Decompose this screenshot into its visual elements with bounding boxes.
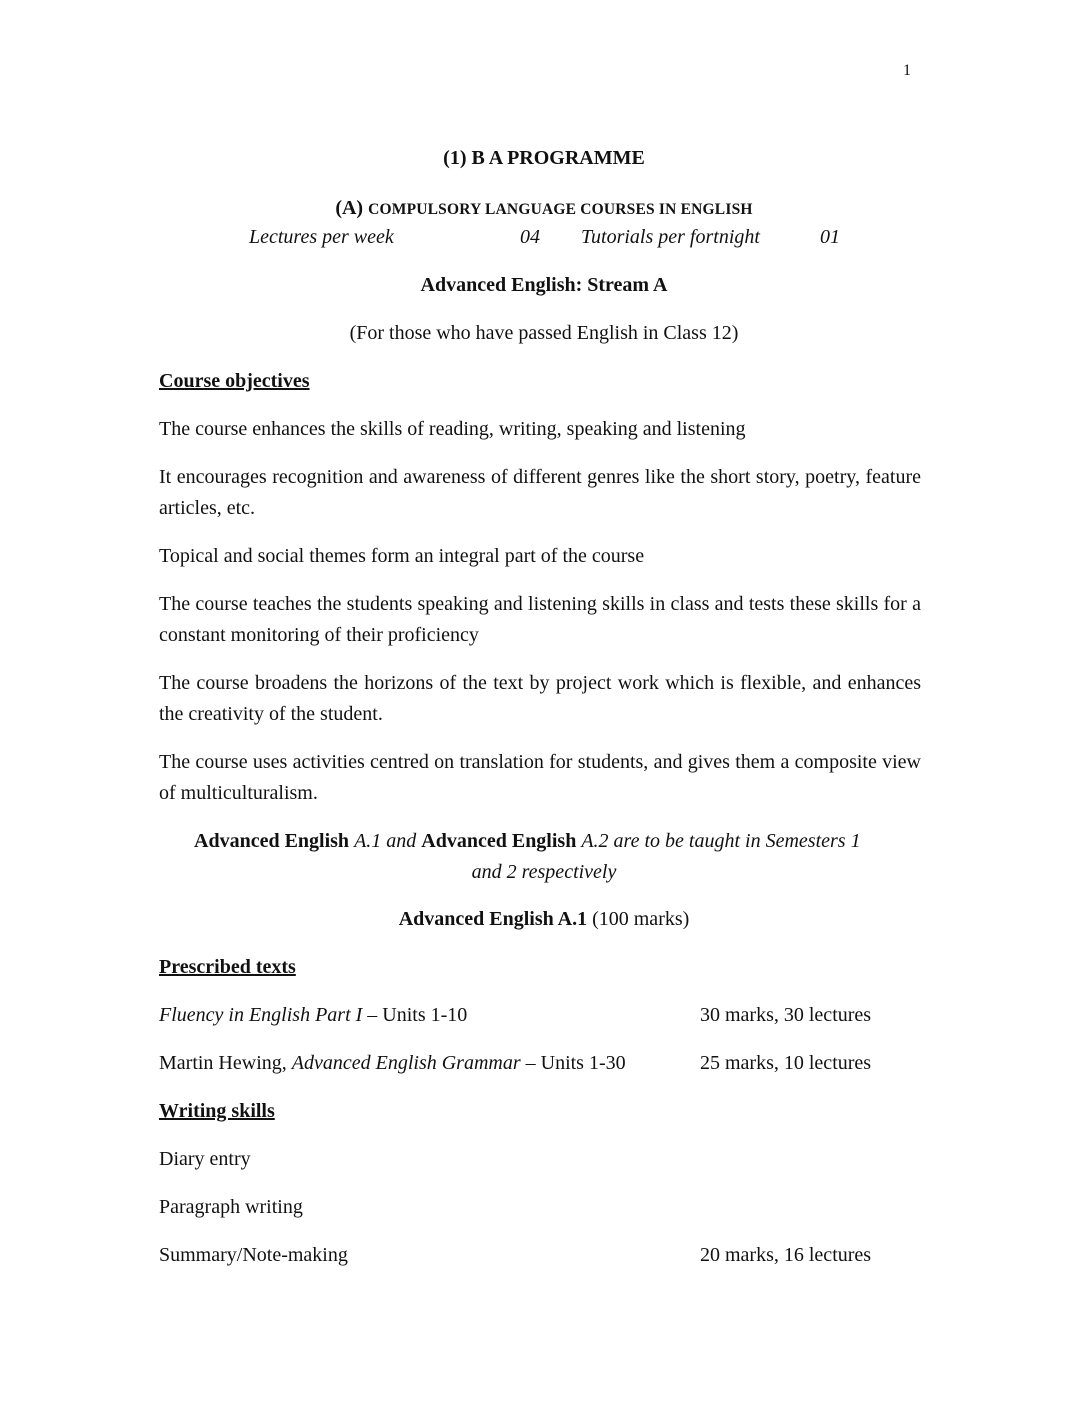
stream-title: Advanced English: Stream A bbox=[420, 274, 668, 296]
text-author: Martin Hewing, bbox=[159, 1052, 292, 1074]
lectures-value: 04 bbox=[520, 226, 540, 248]
objectives-title: Course objectives bbox=[159, 370, 310, 392]
text-book-title: Fluency in English Part I bbox=[159, 1004, 363, 1026]
text-allocation: 25 marks, 10 lectures bbox=[700, 1052, 872, 1074]
objective-paragraph: The course enhances the skills of reading, writing, speaking and listening bbox=[159, 418, 746, 440]
writing-item: Paragraph writing bbox=[159, 1196, 303, 1218]
semester-note-course-a1: Advanced English bbox=[194, 830, 350, 852]
text-units: – Units 1-10 bbox=[362, 1004, 468, 1026]
tutorials-label: Tutorials per fortnight bbox=[581, 226, 760, 248]
objective-paragraph: The course uses activities centred on translation for students, and gives them a composite view of multiculturalism. bbox=[159, 751, 921, 804]
section-heading bbox=[0, 197, 1088, 220]
semester-note-a2-text: A.2 are to be taught in Semesters 1 bbox=[581, 830, 861, 852]
objective-paragraph: It encourages recognition and awareness of different genres like the short story, poetry, feature articles, etc. bbox=[159, 466, 921, 519]
text-book-title: Advanced English Grammar bbox=[291, 1052, 521, 1074]
objective-paragraph: The course teaches the students speaking and listening skills in class and tests these skills for a constant monitoring of their proficiency bbox=[159, 593, 921, 646]
objective-paragraph: Topical and social themes form an integral part of the course bbox=[159, 545, 645, 567]
prescribed-text-row bbox=[159, 1052, 626, 1075]
course-a1-marks: (100 marks) bbox=[592, 908, 690, 930]
course-a1-heading bbox=[0, 908, 1088, 931]
writing-allocation: 20 marks, 16 lectures bbox=[700, 1244, 872, 1266]
section-prefix: (A) bbox=[335, 197, 364, 219]
semester-note-course-a2: Advanced English bbox=[421, 830, 577, 852]
text-units: – Units 1-30 bbox=[520, 1052, 626, 1074]
section-title: COMPULSORY LANGUAGE COURSES IN ENGLISH bbox=[368, 201, 753, 218]
page-number: 1 bbox=[903, 62, 911, 79]
semester-note-line1 bbox=[194, 830, 861, 853]
tutorials-value: 01 bbox=[820, 226, 840, 248]
semester-note-line2: and 2 respectively bbox=[471, 861, 617, 883]
objective-paragraph: The course broadens the horizons of the text by project work which is flexible, and enhances the creativity of the student. bbox=[159, 672, 921, 725]
eligibility-note: (For those who have passed English in Class 12) bbox=[349, 322, 739, 344]
text-allocation: 30 marks, 30 lectures bbox=[700, 1004, 872, 1026]
programme-heading: (1) B A PROGRAMME bbox=[443, 147, 645, 169]
writing-title: Writing skills bbox=[159, 1100, 275, 1122]
writing-item: Summary/Note-making bbox=[159, 1244, 348, 1266]
prescribed-text-row bbox=[159, 1004, 467, 1027]
semester-note-a1-and: A.1 and bbox=[354, 830, 417, 852]
prescribed-title: Prescribed texts bbox=[159, 956, 296, 978]
lectures-label: Lectures per week bbox=[249, 226, 394, 248]
course-a1-title: Advanced English A.1 bbox=[398, 908, 588, 930]
writing-item: Diary entry bbox=[159, 1148, 251, 1170]
